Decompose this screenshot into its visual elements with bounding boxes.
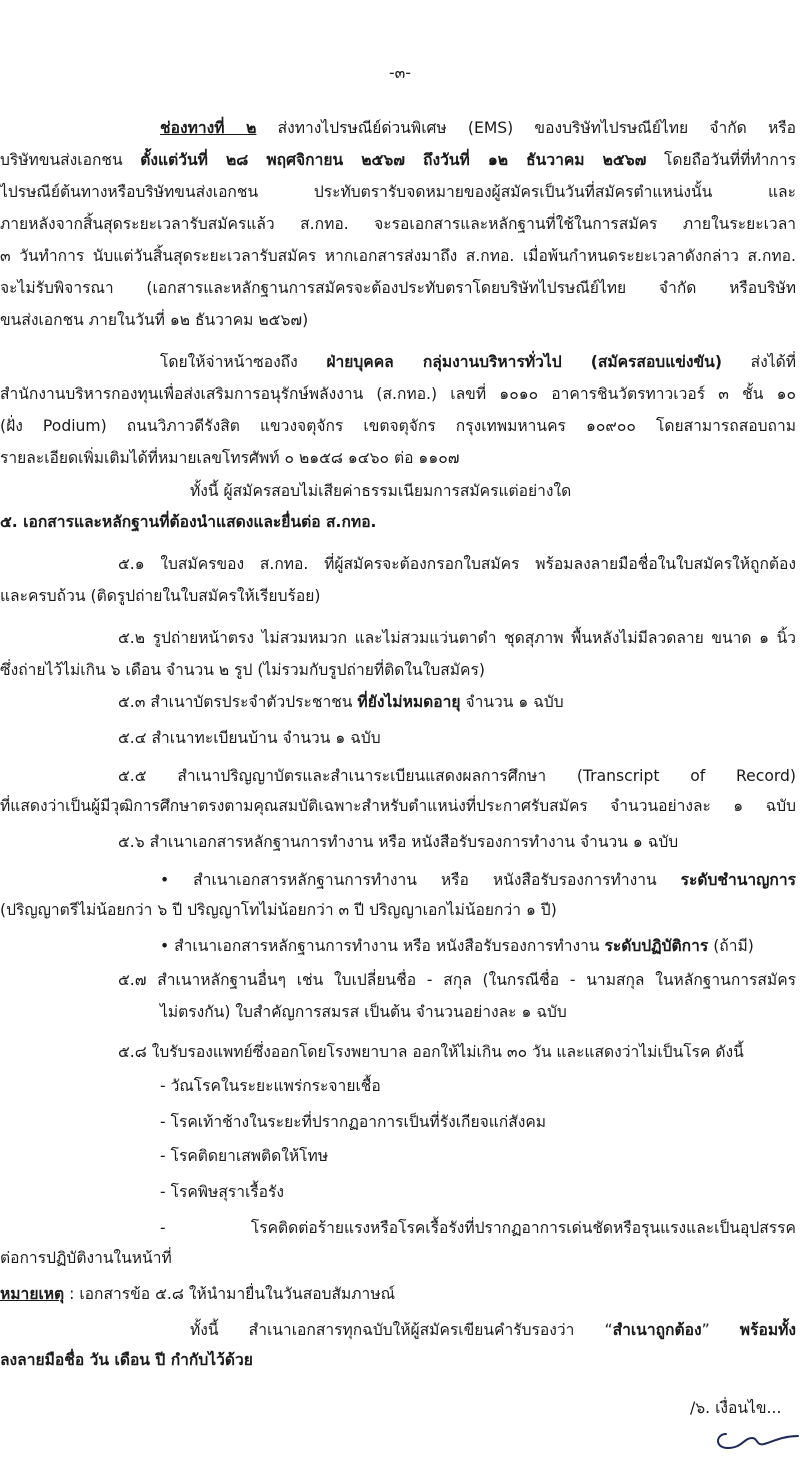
address-line-2: สำนักงานบริหารกองทุนเพื่อส่งเสริมการอนุรักษ์พลังงาน (ส.กทอ.) เลขที่ ๑๐๑๐ อาคารชินวัตรทาวเวอร์ ๓ ชั้น ๑๐ — [0, 385, 796, 403]
disease-3: - โรคติดยาเสพติดให้โทษ — [160, 1147, 329, 1165]
address-line-4: รายละเอียดเพิ่มเติมได้ที่หมายเลขโทรศัพท์ ๐ ๒๑๕๘ ๑๔๖๐ ต่อ ๑๑๐๗ — [0, 449, 460, 467]
item-5-2-line-1: ๕.๒ รูปถ่ายหน้าตรง ไม่สวมหมวก และไม่สวมแว่นตาดำ ชุดสุภาพ พื้นหลังไม่มีลวดลาย ขนาด ๑ นิ้ว — [118, 629, 796, 647]
item-5-8: ๕.๘ ใบรับรองแพทย์ซึ่งออกโดยโรงพยาบาล ออกให้ไม่เกิน ๓๐ วัน และแสดงว่าไม่เป็นโรค ดังนี้ — [118, 1043, 744, 1061]
page-number: -๓- — [389, 64, 411, 82]
item-5-3: ๕.๓ สำเนาบัตรประจำตัวประชาชน ที่ยังไม่หมดอายุ จำนวน ๑ ฉบับ — [118, 693, 564, 711]
disease-5-cont: ต่อการปฏิบัติงานในหน้าที่ — [0, 1249, 172, 1267]
channel2-line-7: ขนส่งเอกชน ภายในวันที่ ๑๒ ธันวาคม ๒๕๖๗) — [0, 311, 309, 329]
channel2-line-6: จะไม่รับพิจารณา (เอกสารและหลักฐานการสมัครจะต้องประทับตราโดยบริษัทไปรษณีย์ไทย จำกัด หรือบริษัท — [0, 279, 796, 297]
item-5-6-bullet-2: • สำเนาเอกสารหลักฐานการทำงาน หรือ หนังสือรับรองการทำงาน ระดับปฏิบัติการ (ถ้ามี) — [160, 937, 754, 955]
item-5-6: ๕.๖ สำเนาเอกสารหลักฐานการทำงาน หรือ หนังสือรับรองการทำงาน จำนวน ๑ ฉบับ — [118, 833, 679, 851]
section5-heading: ๕. เอกสารและหลักฐานที่ต้องนำแสดงและยื่นต่อ ส.กทอ. — [0, 513, 377, 531]
channel2-line-5: ๓ วันทำการ นับแต่วันสิ้นสุดระยะเวลารับสมัคร หากเอกสารส่งมาถึง ส.กทอ. เมื่อพ้นกำหนดระยะเวลาดังกล่าว ส.กทอ. — [0, 247, 796, 265]
signature-initial — [712, 1424, 800, 1454]
item-5-4: ๕.๔ สำเนาทะเบียนบ้าน จำนวน ๑ ฉบับ — [118, 729, 381, 747]
item-5-2-line-2: ซึ่งถ่ายไว้ไม่เกิน ๖ เดือน จำนวน ๒ รูป (ไม่รวมกับรูปถ่ายที่ติดในใบสมัคร) — [0, 661, 485, 679]
certify-line-1: ทั้งนี้ สำเนาเอกสารทุกฉบับให้ผู้สมัครเขียนคำรับรองว่า “สำเนาถูกต้อง” พร้อมทั้ง — [190, 1321, 796, 1339]
channel2-line-3: ไปรษณีย์ต้นทางหรือบริษัทขนส่งเอกชน ประทับตรารับจดหมายของผู้สมัครเป็นวันที่สมัครตำแหน่งนั้น และ — [0, 183, 796, 201]
level-practitioner: ระดับปฏิบัติการ — [604, 937, 709, 955]
address-line-1: โดยให้จ่าหน้าซองถึง ฝ่ายบุคคล กลุ่มงานบริหารทั่วไป (สมัครสอบแข่งขัน) ส่งได้ที่ — [160, 353, 796, 371]
channel2-heading: ช่องทางที่ ๒ — [160, 119, 257, 137]
item-5-7-line-1: ๕.๗ สำเนาหลักฐานอื่นๆ เช่น ใบเปลี่ยนชื่อ - สกุล (ในกรณีชื่อ - นามสกุล ในหลักฐานการสมัคร — [118, 971, 796, 989]
remark-label: หมายเหตุ — [0, 1285, 65, 1303]
disease-5: - โรคติดต่อร้ายแรงหรือโรคเรื้อรังที่ปรากฏอาการเด่นชัดหรือรุนแรงและเป็นอุปสรรค — [160, 1219, 796, 1237]
item-5-5-line-1: ๕.๕ สำเนาปริญญาบัตรและสำเนาระเบียนแสดงผลการศึกษา (Transcript of Record) — [118, 767, 796, 785]
certify-line-2: ลงลายมือชื่อ วัน เดือน ปี กำกับไว้ด้วย — [0, 1351, 253, 1369]
item-5-1-line-1: ๕.๑ ใบสมัครของ ส.กทอ. ที่ผู้สมัครจะต้องกรอกใบสมัคร พร้อมลงลายมือชื่อในใบสมัครให้ถูกต้อง — [118, 555, 796, 573]
item-5-6-bullet-1-line-2: (ปริญญาตรีไม่น้อยกว่า ๖ ปี ปริญญาโทไม่น้อยกว่า ๓ ปี ปริญญาเอกไม่น้อยกว่า ๑ ปี) — [0, 901, 557, 919]
channel2-line-1: ช่องทางที่ ๒ ส่งทางไปรษณีย์ด่วนพิเศษ (EMS) ของบริษัทไปรษณีย์ไทย จำกัด หรือ — [160, 119, 796, 137]
continue-note: /๖. เงื่อนไข... — [690, 1399, 782, 1417]
address-line-3: (ฝั่ง Podium) ถนนวิภาวดีรังสิต แขวงจตุจักร เขตจตุจักร กรุงเทพมหานคร ๑๐๙๐๐ โดยสามารถสอบถาม — [0, 417, 796, 435]
item-5-1-line-2: และครบถ้วน (ติดรูปถ่ายในใบสมัครให้เรียบร้อย) — [0, 587, 321, 605]
level-expert: ระดับชำนาญการ — [680, 871, 796, 889]
address-recipient: ฝ่ายบุคคล กลุ่มงานบริหารทั่วไป (สมัครสอบแข่งขัน) — [326, 353, 722, 371]
fee-note: ทั้งนี้ ผู้สมัครสอบไม่เสียค่าธรรมเนียมการสมัครแต่อย่างใด — [190, 482, 572, 500]
item-5-6-bullet-1: • สำเนาเอกสารหลักฐานการทำงาน หรือ หนังสือรับรองการทำงาน ระดับชำนาญการ — [160, 871, 796, 889]
remark: หมายเหตุ : เอกสารข้อ ๕.๘ ให้นำมายื่นในวันสอบสัมภาษณ์ — [0, 1285, 396, 1303]
channel2-line-4: ภายหลังจากสิ้นสุดระยะเวลารับสมัครแล้ว ส.กทอ. จะรอเอกสารและหลักฐานที่ใช้ในการสมัคร ภายในระยะเวลา — [0, 215, 796, 233]
disease-2: - โรคเท้าช้างในระยะที่ปรากฏอาการเป็นที่รังเกียจแก่สังคม — [160, 1113, 547, 1131]
certified-copy-phrase: สำเนาถูกต้อง — [612, 1321, 702, 1339]
disease-4: - โรคพิษสุราเรื้อรัง — [160, 1183, 285, 1201]
id-card-validity: ที่ยังไม่หมดอายุ — [357, 693, 461, 711]
channel2-line-2: บริษัทขนส่งเอกชน ตั้งแต่วันที่ ๒๘ พฤศจิกายน ๒๕๖๗ ถึงวันที่ ๑๒ ธันวาคม ๒๕๖๗ โดยถือวันที่ที่ทำการ — [0, 151, 796, 169]
disease-1: - วัณโรคในระยะแพร่กระจายเชื้อ — [160, 1077, 381, 1095]
item-5-7-line-2: ไม่ตรงกัน) ใบสำคัญการสมรส เป็นต้น จำนวนอย่างละ ๑ ฉบับ — [160, 1003, 567, 1021]
channel2-date-range: ตั้งแต่วันที่ ๒๘ พฤศจิกายน ๒๕๖๗ ถึงวันที่ ๑๒ ธันวาคม ๒๕๖๗ — [140, 151, 647, 169]
item-5-5-line-2: ที่แสดงว่าเป็นผู้มีวุฒิการศึกษาตรงตามคุณสมบัติเฉพาะสำหรับตำแหน่งที่ประกาศรับสมัคร จำนวนอย่างละ ๑ ฉบับ — [0, 797, 796, 815]
